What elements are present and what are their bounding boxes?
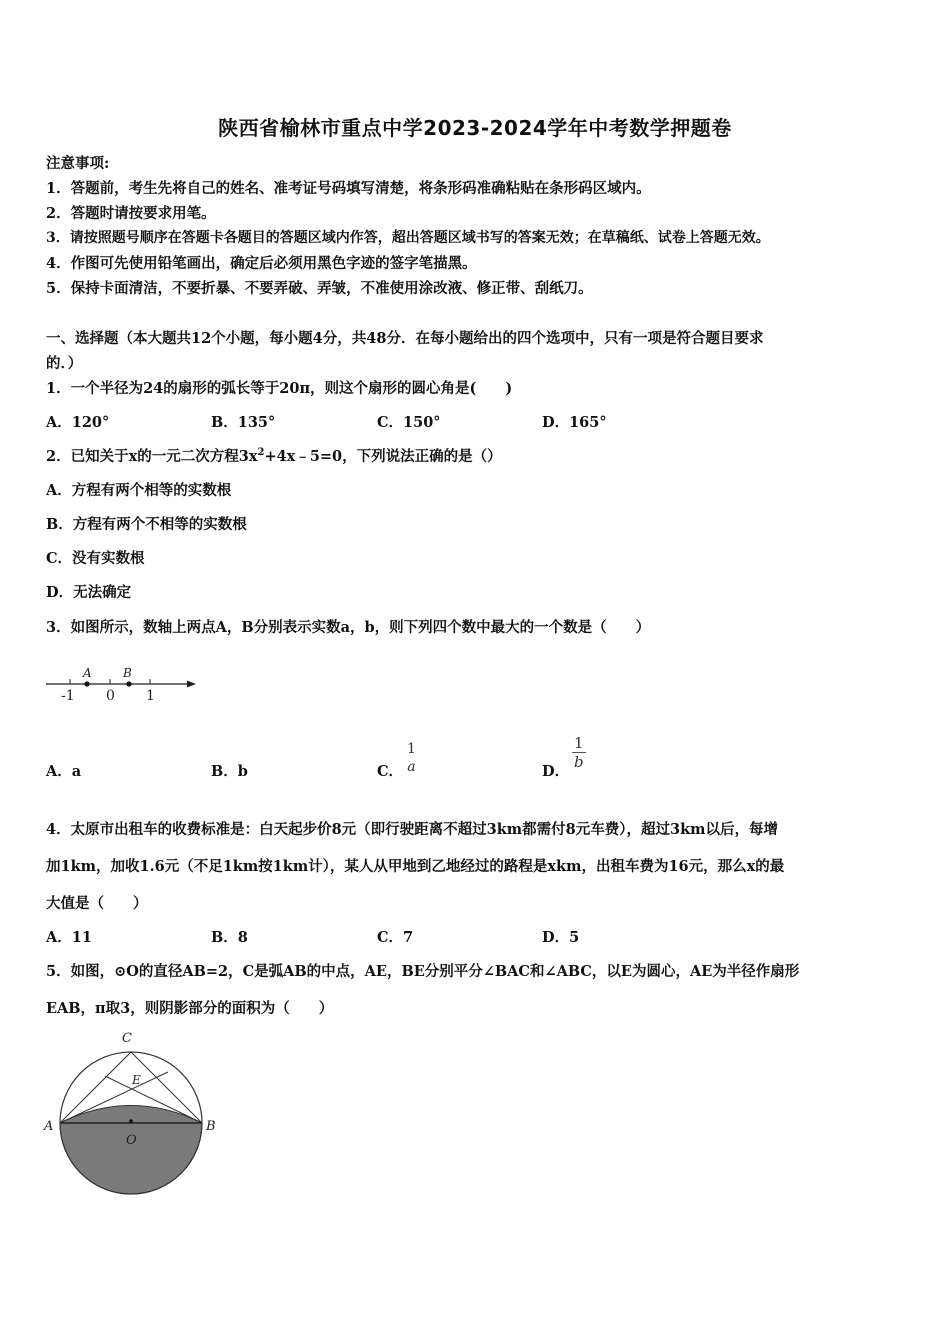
q3-fraction-d-den: b xyxy=(573,753,584,771)
circle-figure xyxy=(40,1028,225,1200)
q2-stem xyxy=(46,445,502,466)
q1-option-d: D．165° xyxy=(542,414,607,431)
point-b xyxy=(126,681,131,686)
tick-label-one: 1 xyxy=(146,688,155,704)
q3-fraction-c xyxy=(405,740,418,776)
number-line-arrow-icon xyxy=(187,681,196,688)
q2-stem-pre: 2．已知关于x的一元二次方程3x xyxy=(46,448,258,465)
q2-option-d: D．无法确定 xyxy=(46,584,132,601)
q5-line1: 5．如图，⊙O的直径AB=2，C是弧AB的中点，AE，BE分别平分∠BAC和∠ABC，以E为圆心，AE为半径作扇形 xyxy=(46,963,800,980)
q1-option-a: A．120° xyxy=(46,414,110,431)
notice-item-4: 4．作图可先使用铅笔画出，确定后必须用黑色字迹的签字笔描黑。 xyxy=(46,255,477,272)
q2-option-b: B．方程有两个不相等的实数根 xyxy=(46,516,247,533)
q1-stem: 1．一个半径为24的扇形的弧长等于20π，则这个扇形的圆心角是( ) xyxy=(46,380,513,397)
page-title: 陕西省榆林市重点中学2023-2024学年中考数学押题卷 xyxy=(218,116,732,140)
section-heading-line2: 的．） xyxy=(46,355,83,372)
q3-fraction-d xyxy=(572,734,586,771)
label-c: C xyxy=(122,1031,132,1046)
center-o-point xyxy=(129,1119,133,1123)
label-a: A xyxy=(83,666,92,680)
notice-item-2: 2．答题时请按要求用笔。 xyxy=(46,205,216,222)
q3-option-a: A．a xyxy=(46,763,82,780)
notice-heading: 注意事项: xyxy=(46,155,110,172)
q3-option-c: C． xyxy=(377,763,404,780)
label-a: A xyxy=(44,1119,54,1134)
q3-option-d: D． xyxy=(542,763,570,780)
q2-option-c: C．没有实数根 xyxy=(46,550,145,567)
notice-item-3: 3．请按照题号顺序在答题卡各题目的答题区域内作答，超出答题区域书写的答案无效；在草稿纸、试卷上答题无效。 xyxy=(46,230,770,246)
point-a xyxy=(84,681,89,686)
label-b: B xyxy=(123,666,132,680)
q3-option-b: B．b xyxy=(211,763,248,780)
q1-option-b: B．135° xyxy=(211,414,276,431)
q4-line3: 大值是（ ） xyxy=(46,895,148,912)
q4-line1: 4．太原市出租车的收费标准是：白天起步价8元（即行驶距离不超过3km都需付8元车费），超过3km以后，每增 xyxy=(46,821,778,838)
label-b: B xyxy=(206,1119,216,1134)
q4-option-d: D．5 xyxy=(542,929,580,946)
q2-stem-post: +4x﹣5=0，下列说法正确的是（） xyxy=(264,448,502,465)
q4-option-c: C．7 xyxy=(377,929,414,946)
label-e: E xyxy=(132,1073,141,1087)
q1-option-c: C．150° xyxy=(377,414,441,431)
q3-fraction-c-den: a xyxy=(407,759,416,775)
q4-option-a: A．11 xyxy=(46,929,92,946)
tick-label-zero: 0 xyxy=(106,688,115,704)
number-line-figure xyxy=(40,660,205,708)
q4-option-b: B．8 xyxy=(211,929,248,946)
tick-label-minus-one: -1 xyxy=(61,688,75,704)
notice-item-5: 5．保持卡面清洁，不要折暴、不要弄破、弄皱，不准使用涂改液、修正带、刮纸刀。 xyxy=(46,280,593,297)
label-o: O xyxy=(126,1133,137,1148)
section-heading-line1: 一、选择题（本大题共12个小题，每小题4分，共48分．在每小题给出的四个选项中，只有一项是符合题目要求 xyxy=(46,330,764,347)
q2-stem-sup: 2 xyxy=(257,447,265,459)
shaded-region xyxy=(60,1106,202,1195)
q4-line2: 加1km，加收1.6元（不足1km按1km计），某人从甲地到乙地经过的路程是xkm，出租车费为16元，那么x的最 xyxy=(46,858,785,875)
q3-stem: 3．如图所示，数轴上两点A，B分别表示实数a，b，则下列四个数中最大的一个数是（ ） xyxy=(46,619,651,636)
q3-fraction-c-num: 1 xyxy=(407,741,416,757)
notice-item-1: 1．答题前，考生先将自己的姓名、准考证号码填写清楚，将条形码准确粘贴在条形码区域内。 xyxy=(46,180,651,197)
q2-option-a: A．方程有两个相等的实数根 xyxy=(46,482,232,499)
q5-line2: EAB，π取3，则阴影部分的面积为（ ） xyxy=(46,1000,334,1017)
q3-fraction-d-num: 1 xyxy=(574,734,584,752)
